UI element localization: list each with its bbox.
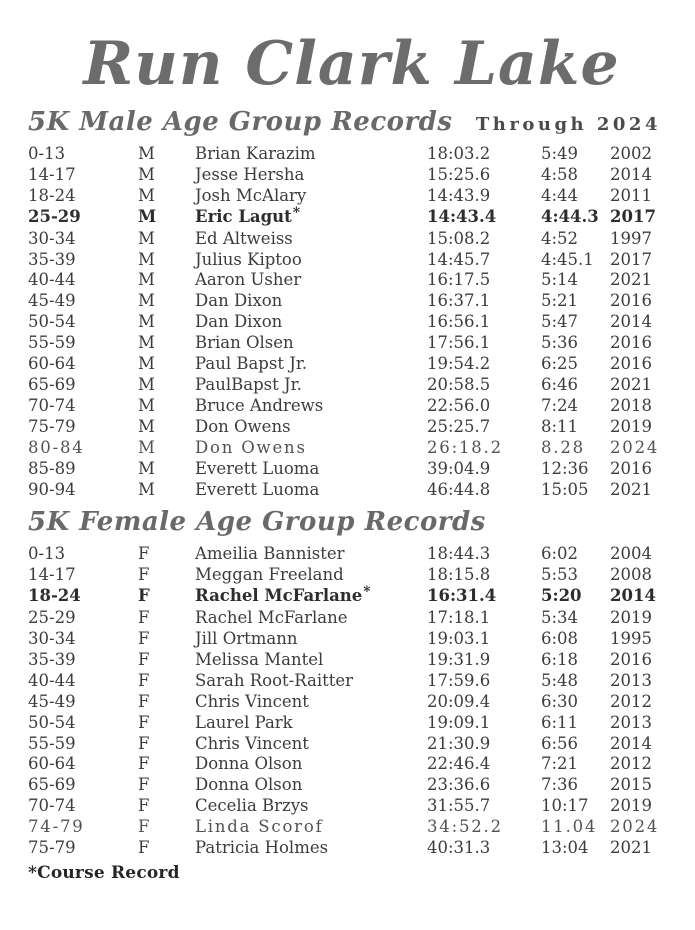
gender-cell: M — [138, 437, 157, 457]
age-cell: 35-39 — [28, 249, 76, 269]
pace-cell: 6:46 — [541, 374, 579, 394]
age-cell: 18-24 — [28, 185, 76, 205]
gender-cell: M — [138, 333, 155, 353]
table-row — [28, 459, 675, 480]
age-cell: 75-79 — [28, 416, 76, 436]
age-cell: 45-49 — [28, 291, 76, 311]
year-cell: 2016 — [610, 333, 652, 353]
table-row — [28, 375, 675, 396]
name-cell: Ameilia Bannister — [195, 544, 345, 564]
name-cell: Brian Olsen — [195, 333, 294, 353]
table-row — [28, 291, 675, 312]
gender-cell: F — [138, 712, 150, 732]
age-cell: 35-39 — [28, 649, 76, 669]
gender-cell: M — [138, 354, 155, 374]
name-cell: Donna Olson — [195, 754, 303, 774]
age-cell: 75-79 — [28, 838, 76, 858]
gender-cell: M — [138, 458, 155, 478]
pace-cell: 4:44.3 — [541, 206, 599, 226]
year-cell: 2013 — [610, 670, 652, 690]
gender-cell: M — [138, 164, 155, 184]
year-cell: 2021 — [610, 479, 652, 499]
name-cell: Josh McAlary — [195, 185, 307, 205]
time-cell: 20:09.4 — [427, 691, 491, 711]
year-cell: 2008 — [610, 565, 652, 585]
year-cell: 2016 — [610, 354, 652, 374]
time-cell: 17:59.6 — [427, 670, 491, 690]
time-cell: 22:56.0 — [427, 395, 491, 415]
time-cell: 18:44.3 — [427, 544, 491, 564]
time-cell: 14:45.7 — [427, 249, 491, 269]
year-cell: 2012 — [610, 754, 652, 774]
age-cell: 0-13 — [28, 544, 66, 564]
pace-cell: 5:21 — [541, 291, 579, 311]
year-cell: 2016 — [610, 458, 652, 478]
time-cell: 14:43.9 — [427, 185, 491, 205]
table-row — [28, 713, 675, 734]
year-cell: 2013 — [610, 712, 652, 732]
table-row — [28, 692, 675, 713]
name-cell: Rachel McFarlane* — [195, 584, 371, 606]
time-cell: 15:08.2 — [427, 228, 491, 248]
gender-cell: M — [138, 374, 155, 394]
pace-cell: 6:56 — [541, 733, 579, 753]
name-cell: Jill Ortmann — [195, 629, 298, 649]
table-row — [28, 354, 675, 375]
gender-cell: F — [138, 649, 150, 669]
time-cell: 20:58.5 — [427, 374, 491, 394]
male-section-heading: 5K Male Age Group Records — [28, 107, 453, 137]
gender-cell: F — [138, 565, 150, 585]
time-cell: 31:55.7 — [427, 796, 491, 816]
name-cell: Everett Luoma — [195, 458, 320, 478]
year-cell: 2011 — [610, 185, 652, 205]
age-cell: 60-64 — [28, 354, 76, 374]
name-cell: Patricia Holmes — [195, 838, 329, 858]
name-cell: Don Owens — [195, 437, 307, 457]
pace-cell: 4:58 — [541, 164, 579, 184]
time-cell: 17:56.1 — [427, 333, 491, 353]
through-year-label: Through 2024 — [475, 114, 661, 135]
year-cell: 2024 — [610, 817, 660, 837]
year-cell: 2015 — [610, 775, 652, 795]
time-cell: 14:43.4 — [427, 206, 497, 226]
age-cell: 45-49 — [28, 691, 76, 711]
name-cell: PaulBapst Jr. — [195, 374, 302, 394]
time-cell: 19:31.9 — [427, 649, 491, 669]
pace-cell: 12:36 — [541, 458, 589, 478]
table-row — [28, 796, 675, 817]
age-cell: 40-44 — [28, 670, 76, 690]
year-cell: 2024 — [610, 437, 660, 457]
name-cell: Bruce Andrews — [195, 395, 324, 415]
age-cell: 65-69 — [28, 775, 76, 795]
year-cell: 2016 — [610, 649, 652, 669]
name-cell: Jesse Hersha — [195, 164, 305, 184]
table-row — [28, 480, 675, 501]
year-cell: 2014 — [610, 733, 652, 753]
age-cell: 50-54 — [28, 312, 76, 332]
gender-cell: F — [138, 629, 150, 649]
name-cell: Sarah Root-Raitter — [195, 670, 354, 690]
age-cell: 80-84 — [28, 437, 85, 457]
name-cell: Don Owens — [195, 416, 291, 436]
pace-cell: 6:18 — [541, 649, 579, 669]
age-cell: 0-13 — [28, 144, 66, 163]
name-cell: Chris Vincent — [195, 733, 309, 753]
female-section-header — [28, 506, 675, 538]
age-cell: 65-69 — [28, 374, 76, 394]
age-cell: 18-24 — [28, 586, 81, 606]
time-cell: 19:09.1 — [427, 712, 491, 732]
table-row — [28, 165, 675, 186]
pace-cell: 5:34 — [541, 608, 579, 628]
year-cell: 2014 — [610, 586, 656, 606]
table-row — [28, 229, 675, 250]
year-cell: 2017 — [610, 249, 652, 269]
table-row — [28, 438, 675, 459]
year-cell: 2017 — [610, 206, 656, 226]
gender-cell: M — [138, 144, 155, 163]
time-cell: 34:52.2 — [427, 817, 503, 837]
time-cell: 16:31.4 — [427, 586, 497, 606]
time-cell: 25:25.7 — [427, 416, 491, 436]
gender-cell: F — [138, 817, 152, 837]
age-cell: 14-17 — [28, 164, 76, 184]
course-record-footnote: *Course Record — [28, 863, 180, 883]
gender-cell: M — [138, 185, 155, 205]
pace-cell: 8.28 — [541, 437, 585, 457]
age-cell: 30-34 — [28, 228, 76, 248]
age-cell: 85-89 — [28, 458, 76, 478]
name-cell: Ed Altweiss — [195, 228, 293, 248]
table-row — [28, 333, 675, 354]
gender-cell: F — [138, 608, 150, 628]
table-row — [28, 586, 675, 608]
page-title: Run Clark Lake — [83, 29, 620, 99]
gender-cell: F — [138, 754, 150, 774]
table-row — [28, 250, 675, 271]
table-row — [28, 754, 675, 775]
table-row — [28, 270, 675, 291]
time-cell: 17:18.1 — [427, 608, 491, 628]
pace-cell: 15:05 — [541, 479, 589, 499]
pace-cell: 5:53 — [541, 565, 579, 585]
gender-cell: M — [138, 416, 155, 436]
name-cell: Melissa Mantel — [195, 649, 324, 669]
gender-cell: F — [138, 586, 150, 606]
time-cell: 16:56.1 — [427, 312, 491, 332]
age-cell: 40-44 — [28, 270, 76, 290]
name-cell: Dan Dixon — [195, 312, 283, 332]
age-cell: 25-29 — [28, 206, 81, 226]
name-cell: Laurel Park — [195, 712, 293, 732]
records-page — [0, 30, 695, 883]
pace-cell: 10:17 — [541, 796, 589, 816]
age-cell: 30-34 — [28, 629, 76, 649]
gender-cell: M — [138, 479, 155, 499]
age-cell: 70-74 — [28, 395, 76, 415]
pace-cell: 5:48 — [541, 670, 579, 690]
table-row — [28, 396, 675, 417]
year-cell: 2004 — [610, 544, 652, 564]
pace-cell: 4:45.1 — [541, 249, 594, 269]
table-row — [28, 817, 675, 838]
year-cell: 1997 — [610, 228, 652, 248]
female-records-section — [28, 506, 675, 859]
gender-cell: M — [138, 228, 155, 248]
table-row — [28, 417, 675, 438]
pace-cell: 7:24 — [541, 395, 579, 415]
age-cell: 55-59 — [28, 733, 76, 753]
time-cell: 22:46.4 — [427, 754, 491, 774]
name-cell: Aaron Usher — [195, 270, 302, 290]
table-row — [28, 650, 675, 671]
name-cell: Eric Lagut* — [195, 204, 301, 226]
gender-cell: F — [138, 670, 150, 690]
pace-cell: 4:44 — [541, 185, 579, 205]
table-row — [28, 312, 675, 333]
name-cell: Julius Kiptoo — [195, 249, 302, 269]
male-section-header — [28, 106, 675, 138]
name-cell: Everett Luoma — [195, 479, 320, 499]
gender-cell: F — [138, 733, 150, 753]
name-cell: Donna Olson — [195, 775, 303, 795]
table-row — [28, 186, 675, 207]
gender-cell: M — [138, 206, 157, 226]
male-records-table — [28, 144, 675, 500]
gender-cell: M — [138, 395, 155, 415]
year-cell: 2021 — [610, 374, 652, 394]
gender-cell: F — [138, 838, 150, 858]
year-cell: 2016 — [610, 291, 652, 311]
time-cell: 26:18.2 — [427, 437, 503, 457]
age-cell: 90-94 — [28, 479, 76, 499]
age-cell: 50-54 — [28, 712, 76, 732]
gender-cell: F — [138, 691, 150, 711]
name-cell: Brian Karazim — [195, 144, 316, 163]
age-cell: 60-64 — [28, 754, 76, 774]
name-cell: Meggan Freeland — [195, 565, 344, 585]
year-cell: 2012 — [610, 691, 652, 711]
table-row — [28, 838, 675, 859]
name-cell: Linda Scorof — [195, 817, 324, 837]
table-row — [28, 544, 675, 565]
female-records-table — [28, 544, 675, 859]
time-cell: 46:44.8 — [427, 479, 491, 499]
table-row — [28, 629, 675, 650]
pace-cell: 6:11 — [541, 712, 579, 732]
time-cell: 40:31.3 — [427, 838, 491, 858]
gender-cell: F — [138, 775, 150, 795]
pace-cell: 5:14 — [541, 270, 579, 290]
female-section-heading: 5K Female Age Group Records — [28, 507, 486, 538]
name-cell: Chris Vincent — [195, 691, 309, 711]
gender-cell: M — [138, 291, 155, 311]
year-cell: 2021 — [610, 270, 652, 290]
pace-cell: 11.04 — [541, 817, 598, 837]
pace-cell: 5:36 — [541, 333, 579, 353]
pace-cell: 7:36 — [541, 775, 579, 795]
year-cell: 2021 — [610, 838, 652, 858]
table-row — [28, 734, 675, 755]
age-cell: 70-74 — [28, 796, 76, 816]
time-cell: 19:03.1 — [427, 629, 491, 649]
name-cell: Dan Dixon — [195, 291, 283, 311]
pace-cell: 8:11 — [541, 416, 579, 436]
year-cell: 2014 — [610, 312, 652, 332]
pace-cell: 6:25 — [541, 354, 579, 374]
time-cell: 39:04.9 — [427, 458, 491, 478]
age-cell: 74-79 — [28, 817, 85, 837]
age-cell: 25-29 — [28, 608, 76, 628]
pace-cell: 5:47 — [541, 312, 579, 332]
year-cell: 2019 — [610, 608, 652, 628]
pace-cell: 7:21 — [541, 754, 579, 774]
age-cell: 14-17 — [28, 565, 76, 585]
year-cell: 2019 — [610, 796, 652, 816]
age-cell: 55-59 — [28, 333, 76, 353]
gender-cell: F — [138, 796, 150, 816]
gender-cell: F — [138, 544, 150, 564]
year-cell: 2018 — [610, 395, 652, 415]
table-row — [28, 671, 675, 692]
name-cell: Cecelia Brzys — [195, 796, 309, 816]
time-cell: 15:25.6 — [427, 164, 491, 184]
time-cell: 18:15.8 — [427, 565, 491, 585]
time-cell: 23:36.6 — [427, 775, 491, 795]
pace-cell: 6:08 — [541, 629, 579, 649]
table-row — [28, 565, 675, 586]
pace-cell: 13:04 — [541, 838, 589, 858]
pace-cell: 6:30 — [541, 691, 579, 711]
gender-cell: M — [138, 312, 155, 332]
pace-cell: 6:02 — [541, 544, 579, 564]
time-cell: 21:30.9 — [427, 733, 491, 753]
table-row — [28, 204, 675, 229]
table-row — [28, 144, 675, 165]
name-cell: Rachel McFarlane — [195, 608, 348, 628]
name-cell: Paul Bapst Jr. — [195, 354, 308, 374]
table-row — [28, 775, 675, 796]
time-cell: 16:37.1 — [427, 291, 491, 311]
time-cell: 18:03.2 — [427, 144, 491, 163]
year-cell: 2002 — [610, 144, 652, 163]
gender-cell: M — [138, 249, 155, 269]
pace-cell: 4:52 — [541, 228, 579, 248]
male-records-section — [28, 106, 675, 500]
pace-cell: 5:20 — [541, 586, 582, 606]
time-cell: 16:17.5 — [427, 270, 491, 290]
table-row — [28, 608, 675, 629]
year-cell: 1995 — [610, 629, 652, 649]
year-cell: 2019 — [610, 416, 652, 436]
time-cell: 19:54.2 — [427, 354, 491, 374]
pace-cell: 5:49 — [541, 144, 579, 163]
year-cell: 2014 — [610, 164, 652, 184]
gender-cell: M — [138, 270, 155, 290]
